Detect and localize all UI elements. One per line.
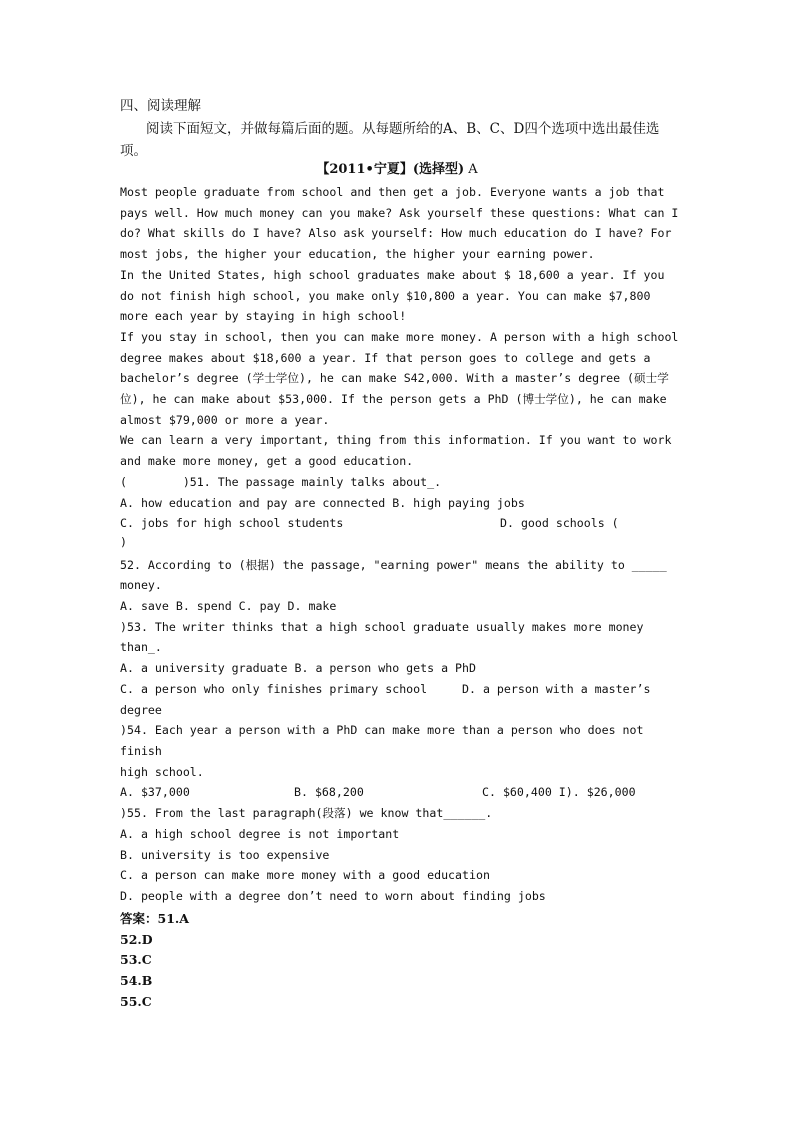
answer-55: 55.C [120, 993, 152, 1009]
answer-53: 53.C [120, 952, 152, 968]
question-53-option-d: D. a person with a master’s degree [120, 681, 651, 717]
question-51-stem: ( )51. The passage mainly talks about_. [120, 474, 442, 489]
question-53-options-ab: A. a university graduate B. a person who gets a PhD [120, 661, 476, 676]
question-53-options-cd [120, 679, 680, 720]
question-54-stem: )54. Each year a person with a PhD can make more than a person who does not finish [120, 723, 644, 758]
passage-paragraph: If you stay in school, then you can make more money. A person with a high school degree makes about $18,600 a year. If that person goes to college and gets a bachelor’s degree (学士学位), he can make S42,000. With a master’s degree (硕士学位), he can make about $53,000. If the person gets a PhD (博士学位), he can make almost $79,000 or more a year. [120, 329, 679, 427]
heading-letter: A [468, 162, 478, 177]
question-55-option-a: A. a high school degree is not important [120, 826, 400, 841]
section-title: 四、阅读理解 [120, 98, 201, 114]
question-54-option-c: C. $60,400 [482, 785, 552, 800]
question-52-stem: 52. According to (根据) the passage, "earning power" means the ability to _____ money. [120, 557, 667, 593]
question-51-option-d: D. good schools ( [500, 516, 619, 531]
question-54-option-b: B. $68,200 [294, 785, 364, 800]
passage-paragraph: In the United States, high school graduates make about $ 18,600 a year. If you do not finish high school, you make only $10,800 a year. You can make $7,800 more each year by staying in high school! [120, 267, 665, 324]
answer-54: 54.B [120, 973, 153, 989]
question-53-stem: )53. The writer thinks that a high school graduate usually makes more money than_. [120, 619, 644, 655]
question-51-option-c: C. jobs for high school students [120, 516, 344, 531]
passage-body [120, 182, 680, 907]
answer-52: 52.D [120, 931, 153, 947]
question-53-option-c: C. a person who only finishes primary school [120, 681, 428, 696]
answer-label: 答案：51.A [120, 911, 189, 926]
question-52-options: A. save B. spend C. pay D. make [120, 599, 337, 614]
question-55-option-d: D. people with a degree don’t need to worn about finding jobs [120, 888, 546, 903]
question-54-stem-continued: high school. [120, 764, 204, 779]
question-51-option-a: A. how education and pay are connected B. high paying jobs [120, 495, 525, 510]
passage-paragraph: We can learn a very important, thing from this information. If you want to work and make more money, get a good education. [120, 433, 672, 469]
question-54-option-d: I). $26,000 [558, 785, 636, 800]
heading-source: 【2011•宁夏】(选择型) [316, 162, 465, 177]
question-51-options-cd [120, 513, 680, 534]
question-55-stem: )55. From the last paragraph(段落) we know that______. [120, 806, 493, 821]
question-55-option-b: B. university is too expensive [120, 847, 330, 862]
answer-key [120, 909, 189, 1013]
question-55-option-c: C. a person can make more money with a good education [120, 868, 490, 883]
question-51-tail: ) [120, 534, 127, 549]
passage-heading [0, 160, 794, 180]
question-54-options [120, 782, 680, 803]
passage-paragraph: Most people graduate from school and then get a job. Everyone wants a job that pays well. How much money can you make? Ask yourself these questions: What can I do? What skills do I have? Also ask yourself: How much education do I have? For most jobs, the higher your education, the higher your earning power. [120, 185, 679, 262]
question-54-option-a: A. $37,000 [120, 785, 190, 800]
instruction: 阅读下面短文，并做每篇后面的题。从每题所给的A、B、C、D四个选项中选出最佳选项。 [120, 121, 660, 159]
